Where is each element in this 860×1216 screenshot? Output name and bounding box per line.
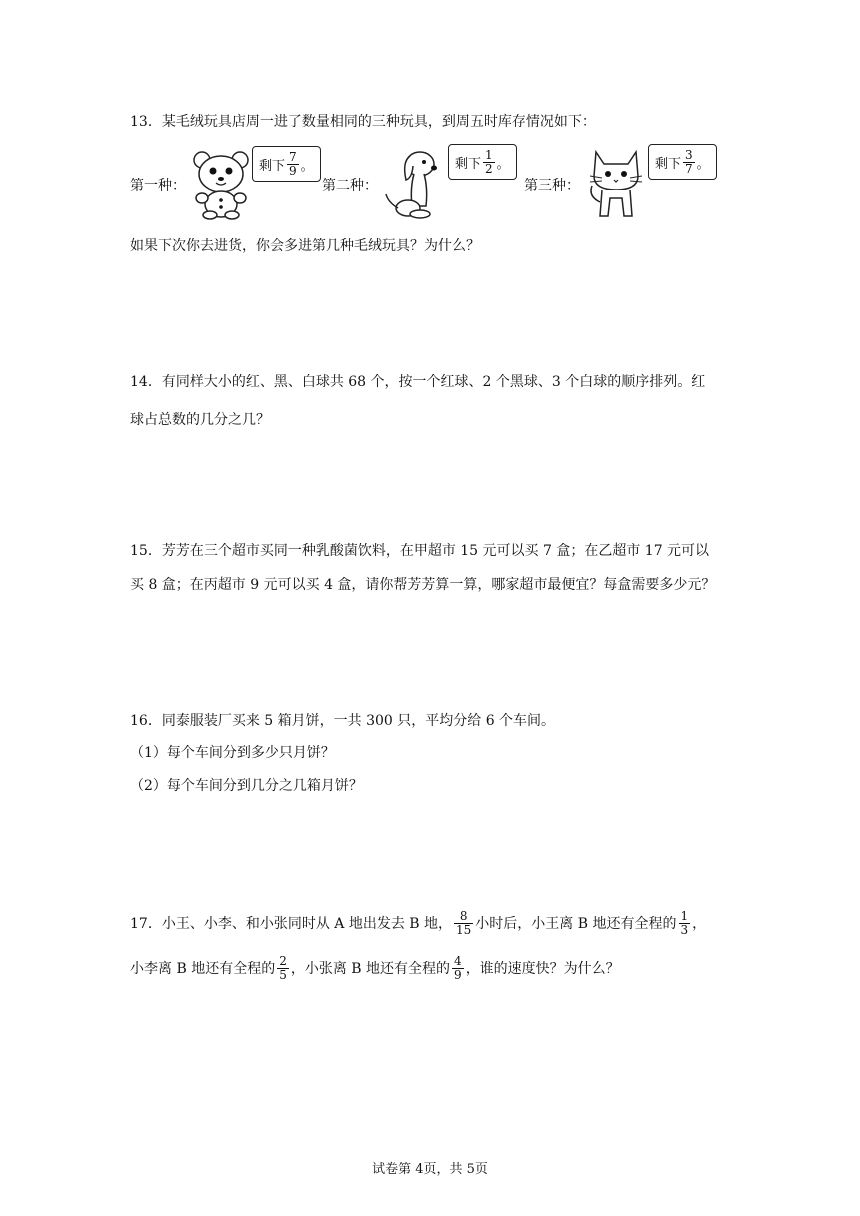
q17-text-2: 小时后，小王离 B 地还有全程的 bbox=[475, 915, 677, 932]
q13-toy2-bubble bbox=[448, 144, 517, 180]
fraction bbox=[679, 910, 691, 937]
q15-line2: 买 8 盒；在丙超市 9 元可以买 4 盒，请你帮芳芳算一算，哪家超市最便宜？每盒需要多少元？ bbox=[130, 577, 716, 593]
q13-toy1-bubble bbox=[252, 146, 321, 182]
teddy-bear-icon bbox=[188, 148, 254, 220]
cat-icon bbox=[586, 146, 646, 220]
q13-toy3-label: 第三种： bbox=[524, 178, 580, 194]
numerator: 4 bbox=[454, 954, 462, 968]
q17-text-4: 小李离 B 地还有全程的 bbox=[130, 960, 276, 977]
denominator: 2 bbox=[485, 161, 493, 176]
bubble-suffix: 。 bbox=[300, 158, 314, 174]
numerator: 2 bbox=[279, 954, 287, 968]
fraction bbox=[454, 910, 473, 937]
q16-sub1: （1）每个车间分到多少只月饼？ bbox=[130, 745, 335, 761]
q17-text-1: 17．小王、小李、和小张同时从 A 地出发去 B 地， bbox=[130, 915, 453, 932]
denominator: 3 bbox=[680, 923, 689, 937]
dog-icon bbox=[380, 148, 444, 220]
denominator: 7 bbox=[685, 161, 693, 176]
numerator: 8 bbox=[459, 909, 468, 923]
q17-text-3: ， bbox=[692, 915, 707, 932]
bubble-suffix: 。 bbox=[496, 156, 510, 172]
fraction bbox=[287, 151, 299, 178]
numerator: 1 bbox=[680, 909, 689, 923]
denominator: 9 bbox=[454, 968, 462, 982]
numerator: 3 bbox=[685, 147, 693, 162]
fraction bbox=[452, 955, 464, 982]
q17-text-6: ，谁的速度快？为什么？ bbox=[465, 960, 620, 977]
q13-toy2-label: 第二种： bbox=[322, 178, 378, 194]
q17-line1 bbox=[130, 910, 706, 937]
q14-line1: 14．有同样大小的红、黑、白球共 68 个，按一个红球、2 个黑球、3 个白球的顺序排列。红 bbox=[130, 374, 706, 390]
q17-text-5: ，小张离 B 地还有全程的 bbox=[290, 960, 451, 977]
page-footer: 试卷第 4页，共 5页 bbox=[372, 1162, 488, 1177]
numerator: 1 bbox=[485, 147, 493, 162]
q13-toy1-label: 第一种： bbox=[130, 178, 186, 194]
bubble-text: 剩下 bbox=[455, 156, 482, 172]
q13-toy3-bubble bbox=[648, 144, 717, 180]
fraction bbox=[683, 149, 695, 176]
q17-line2 bbox=[130, 955, 620, 982]
bubble-text: 剩下 bbox=[259, 158, 286, 174]
q16-line1: 16．同泰服装厂买来 5 箱月饼，一共 300 只，平均分给 6 个车间。 bbox=[130, 713, 556, 729]
denominator: 5 bbox=[279, 968, 287, 982]
bubble-text: 剩下 bbox=[655, 156, 682, 172]
q16-sub2: （2）每个车间分到几分之几箱月饼？ bbox=[130, 778, 363, 794]
q15-line1: 15．芳芳在三个超市买同一种乳酸菌饮料，在甲超市 15 元可以买 7 盒；在乙超市 17 元可以 bbox=[130, 543, 710, 559]
q13-title: 13．某毛绒玩具店周一进了数量相同的三种玩具，到周五时库存情况如下： bbox=[130, 114, 596, 130]
q13-question: 如果下次你去进货，你会多进第几种毛绒玩具？为什么？ bbox=[130, 238, 480, 254]
bubble-suffix: 。 bbox=[696, 156, 710, 172]
q14-line2: 球占总数的几分之几？ bbox=[130, 412, 270, 428]
fraction bbox=[483, 149, 495, 176]
numerator: 7 bbox=[289, 149, 297, 164]
denominator: 15 bbox=[456, 923, 472, 937]
denominator: 9 bbox=[289, 163, 297, 178]
fraction bbox=[277, 955, 289, 982]
